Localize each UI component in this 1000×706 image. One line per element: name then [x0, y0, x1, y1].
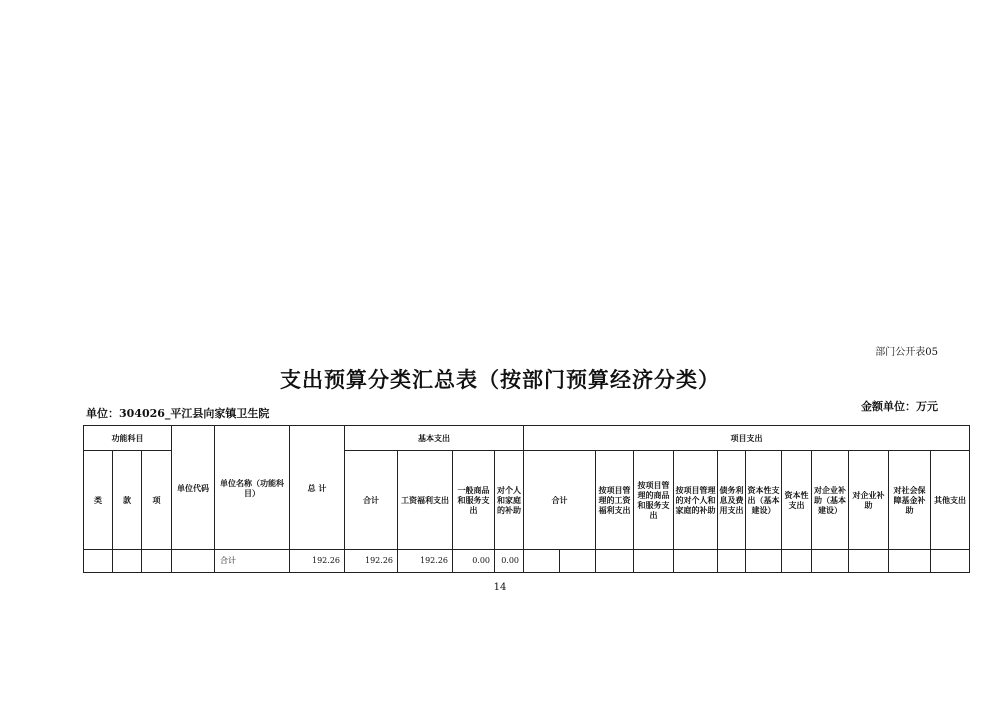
- header-total: 总 计: [290, 426, 345, 550]
- header-project-col: 对社会保障基金补助: [889, 451, 931, 550]
- cell-empty: [889, 550, 931, 573]
- header-project-col: 按项目管理的对个人和家庭的补助: [674, 451, 718, 550]
- header-project-col: 债务利息及费用支出: [718, 451, 746, 550]
- cell-lei: [84, 550, 113, 573]
- cell-empty: [560, 550, 596, 573]
- header-project-col: 对企业补助: [849, 451, 889, 550]
- header-project-col: 合计: [524, 451, 596, 550]
- unit-line: 单位：304026_平江县向家镇卫生院: [86, 407, 270, 420]
- header-unit-code: 单位代码: [172, 426, 215, 550]
- header-func-subject: 功能科目: [84, 426, 172, 451]
- form-number: 部门公开表05: [875, 347, 938, 358]
- cell-empty: [718, 550, 746, 573]
- cell-empty: [812, 550, 849, 573]
- cell-empty: [596, 550, 634, 573]
- cell-empty: [674, 550, 718, 573]
- cell-empty: [849, 550, 889, 573]
- header-kuan: 款: [113, 451, 142, 550]
- cell-goods: 0.00: [453, 550, 495, 573]
- table-row: [84, 550, 970, 573]
- header-basic-col: 一般商品和服务支出: [453, 451, 495, 550]
- cell-unit-code: [172, 550, 215, 573]
- header-unit-name: 单位名称（功能科目）: [215, 426, 290, 550]
- header-project-col: 按项目管理的工资福利支出: [596, 451, 634, 550]
- header-basic-col: 合计: [345, 451, 398, 550]
- header-project-col: 其他支出: [931, 451, 970, 550]
- header-project-col: 对企业补助（基本建设）: [812, 451, 849, 550]
- header-xiang: 项: [142, 451, 172, 550]
- header-project-col: 资本性支出（基本建设）: [746, 451, 782, 550]
- page-number: 14: [493, 582, 507, 593]
- header-lei: 类: [84, 451, 113, 550]
- amount-unit: 金额单位：万元: [861, 400, 938, 413]
- header-project: 项目支出: [524, 426, 970, 451]
- budget-table: [83, 425, 970, 573]
- cell-empty: [746, 550, 782, 573]
- cell-xiang: [142, 550, 172, 573]
- cell-empty: [634, 550, 674, 573]
- header-project-col: 资本性支出: [782, 451, 812, 550]
- cell-empty: [524, 550, 560, 573]
- cell-kuan: [113, 550, 142, 573]
- cell-salary: 192.26: [398, 550, 453, 573]
- cell-empty: [782, 550, 812, 573]
- cell-total: 192.26: [290, 550, 345, 573]
- page-title: 支出预算分类汇总表（按部门预算经济分类）: [280, 367, 720, 392]
- header-basic-col: 对个人和家庭的补助: [495, 451, 524, 550]
- cell-basic-total: 192.26: [345, 550, 398, 573]
- header-basic-col: 工资福利支出: [398, 451, 453, 550]
- header-basic: 基本支出: [345, 426, 524, 451]
- cell-empty: [931, 550, 970, 573]
- cell-personal: 0.00: [495, 550, 524, 573]
- header-project-col: 按项目管理的商品和服务支出: [634, 451, 674, 550]
- total-row-label: 合计: [215, 550, 290, 573]
